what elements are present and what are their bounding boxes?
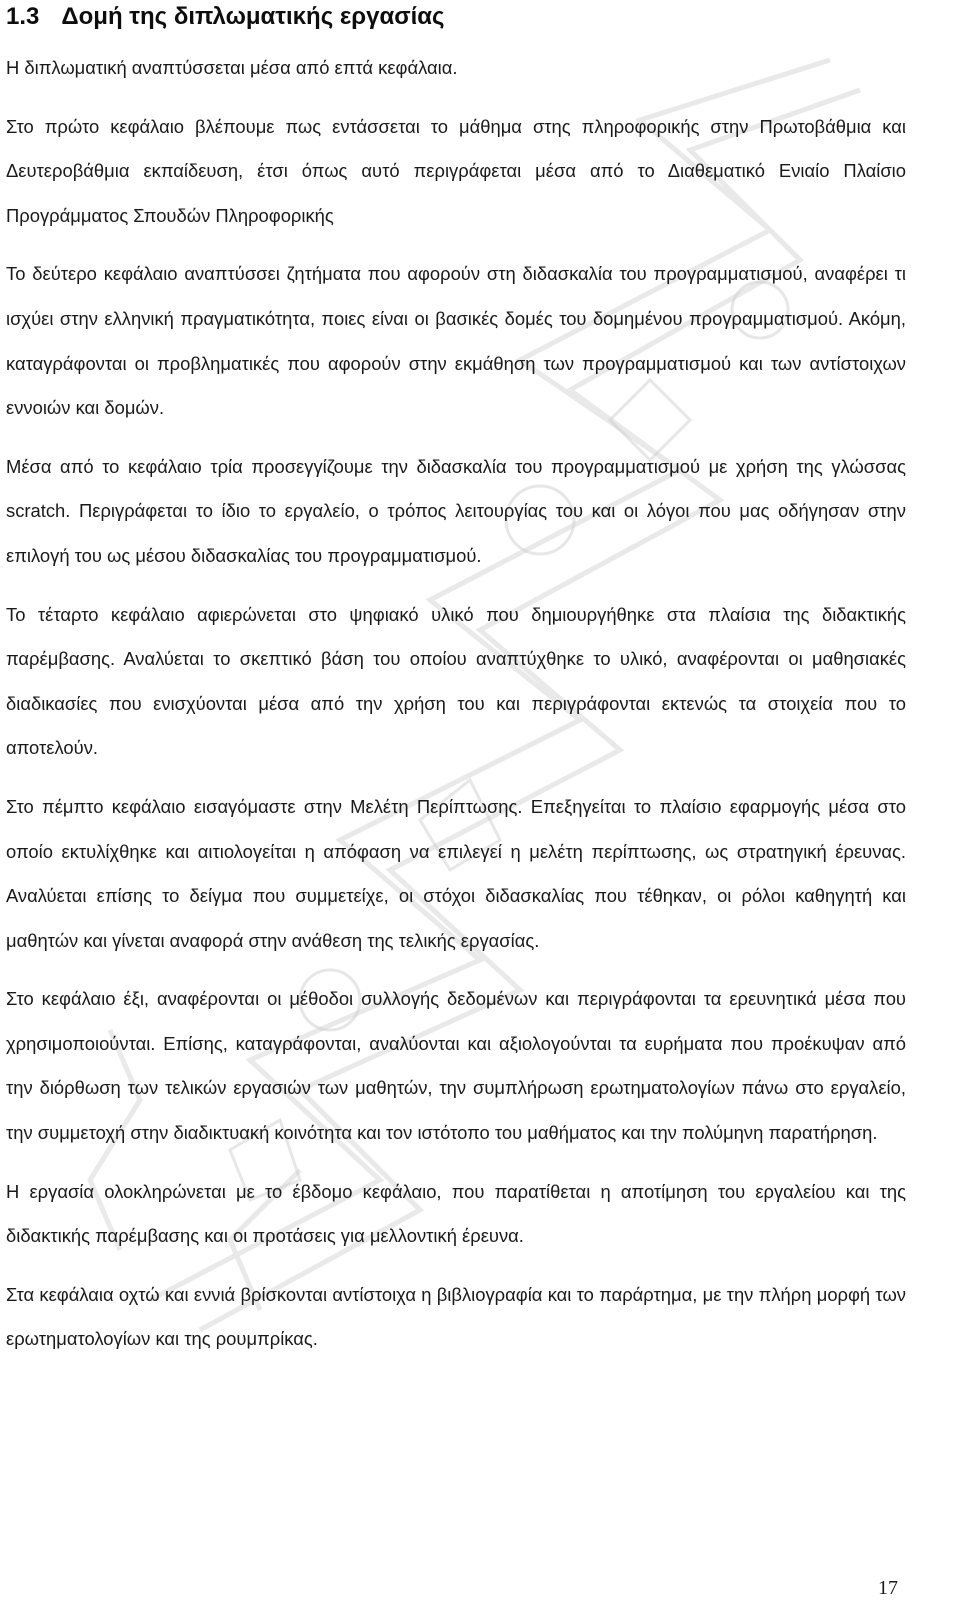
section-number: 1.3 <box>6 3 40 30</box>
section-title: Δομή της διπλωματικής εργασίας <box>61 3 445 30</box>
page-number: 17 <box>878 1577 898 1599</box>
paragraph-chapter-1: Στο πρώτο κεφάλαιο βλέπουμε πως εντάσσεται το μάθημα στης πληροφορικής στην Πρωτοβάθμια και Δευτεροβάθμια εκπαίδευση, έτσι όπως αυτό περιγράφεται μέσα από το Διαθεματικό Ενιαίο Πλαίσιο Προγράμματος Σπουδών Πληροφορικής <box>6 115 906 226</box>
document-page <box>6 0 906 1362</box>
paragraph-chapter-7: Η εργασία ολοκληρώνεται με το έβδομο κεφάλαιο, που παρατίθεται η αποτίμηση του εργαλείου και της διδακτικής παρέμβασης και οι προτάσεις για μελλοντική έρευνα. <box>6 1180 906 1247</box>
paragraph-chapter-3: Μέσα από το κεφάλαιο τρία προσεγγίζουμε την διδασκαλία του προγραμματισμού με χρήση της γλώσσας scratch. Περιγράφεται το ίδιο το εργαλείο, ο τρόπος λειτουργίας του και οι λόγοι που μας οδήγησαν στην επιλογή του ως μέσου διδασκαλίας του προγραμματισμού. <box>6 455 906 566</box>
paragraph-chapter-6: Στο κεφάλαιο έξι, αναφέρονται οι μέθοδοι συλλογής δεδομένων και περιγράφονται τα ερευνητικά μέσα που χρησιμοποιούνται. Επίσης, καταγράφονται, αναλύονται και αξιολογούνται τα ευρήματα που προέκυψαν από την διόρθωση των τελικών εργασιών των μαθητών, την συμπλήρωση ερωτηματολογίων πάνω στο εργαλείο, την συμμετοχή στην διαδικτυακή κοινότητα και τον ιστότοπο του μαθήματος και την πολύμηνη παρατήρηση. <box>6 988 906 1144</box>
paragraph-chapter-4: Το τέταρτο κεφάλαιο αφιερώνεται στο ψηφιακό υλικό που δημιουργήθηκε στα πλαίσια της διδακτικής παρέμβασης. Αναλύεται το σκεπτικό βάση του οποίου αναπτύχθηκε το υλικό, αναφέρονται οι μαθησιακές διαδικασίες που ενισχύονται μέσα από την χρήση του και περιγράφονται εκτενώς τα στοιχεία που το αποτελούν. <box>6 603 906 759</box>
intro-paragraph: Η διπλωματική αναπτύσσεται μέσα από επτά κεφάλαια. <box>6 57 458 78</box>
paragraph-chapter-2: Το δεύτερο κεφάλαιο αναπτύσσει ζητήματα που αφορούν στη διδασκαλία του προγραμματισμού, αναφέρει τι ισχύει στην ελληνική πραγματικότητα, ποιες είναι οι βασικές δομές του δομημένου προγραμματισμού. Ακόμη, καταγράφονται οι προβληματικές που αφορούν στην εκμάθηση των προγραμματισμού και των αντίστοιχων εννοιών και δομών. <box>6 263 906 419</box>
paragraph-chapters-8-9: Στα κεφάλαια οχτώ και εννιά βρίσκονται αντίστοιχα η βιβλιογραφία και το παράρτημα, με την πλήρη μορφή των ερωτηματολογίων και της ρουμπρίκας. <box>6 1283 906 1350</box>
section-heading <box>6 0 906 32</box>
paragraph-chapter-5: Στο πέμπτο κεφάλαιο εισαγόμαστε στην Μελέτη Περίπτωσης. Επεξηγείται το πλαίσιο εφαρμογής μέσα στο οποίο εκτυλίχθηκε και αιτιολογείται η απόφαση να επιλεγεί η μελέτη περίπτωσης, ως στρατηγική έρευνας. Αναλύεται επίσης το δείγμα που συμμετείχε, οι στόχοι διδασκαλίας που τέθηκαν, οι ρόλοι καθηγητή και μαθητών και γίνεται αναφορά στην ανάθεση της τελικής εργασίας. <box>6 795 906 951</box>
